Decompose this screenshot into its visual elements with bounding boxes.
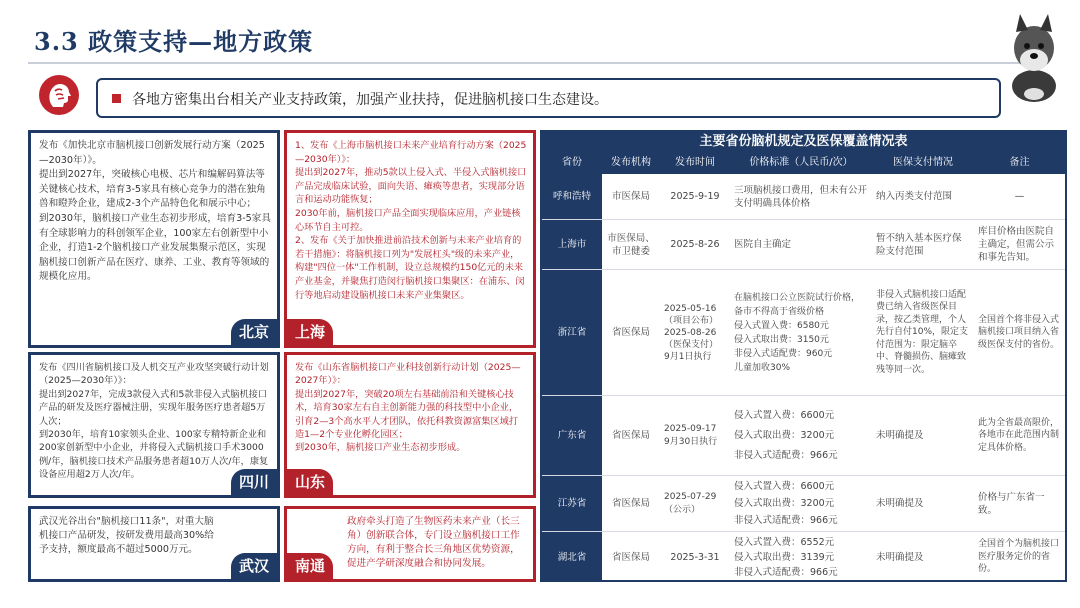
date-cell: 2025-3-31	[670, 551, 720, 563]
table-row	[542, 532, 1065, 582]
city-tag-shandong: 山东	[287, 469, 333, 495]
agency-cell: 市医保局、市卫健委	[607, 232, 655, 257]
province-cell: 呼和浩特	[542, 174, 602, 219]
date-cell: 2025-9-19	[670, 191, 720, 202]
insurance-cell: 暂不纳入基本医疗保险支付范围	[876, 232, 962, 257]
note-cell: 价格与广东省一致。	[978, 491, 1045, 516]
intro-text: 各地方密集出台相关产业支持政策，加强产业扶持，促进脑机接口生态建设。	[132, 92, 608, 108]
city-tag-sichuan: 四川	[231, 469, 277, 495]
table-header-row	[542, 152, 1065, 174]
title-divider	[28, 62, 1038, 64]
table-row	[542, 174, 1065, 220]
policy-box-nantong	[284, 506, 536, 582]
date-cell: 2025-09-17 9月30日执行	[664, 423, 718, 447]
city-tag-beijing: 北京	[231, 319, 277, 345]
date-cell: 2025-8-26	[670, 239, 720, 250]
policy-text-wuhan: 武汉光谷出台"脑机接口11条"，对重大脑机接口产品研发，按研发费用最高30%给予支持，额度最高不超过5000万元。	[39, 516, 214, 555]
insurance-cell: 未明确提及	[876, 498, 924, 509]
price-cell: 侵入式置入费：6600元 侵入式取出费：3200元 非侵入式适配费：966元	[734, 481, 838, 526]
agency-cell: 市医保局	[611, 191, 650, 202]
table-title: 主要省份脑机规定及医保覆盖情况表	[542, 132, 1065, 152]
province-cell: 浙江省	[542, 270, 602, 395]
agency-cell: 省医保局	[611, 327, 650, 338]
policy-box-sichuan	[28, 352, 280, 498]
brain-head-icon	[38, 74, 80, 116]
price-cell: 在脑机接口公立医院试行价格，备市不得高于省级价格 侵入式置入费：6580元 侵入式取出费：3150元 非侵入式适配费：960元 儿童加收30%	[734, 292, 861, 373]
insurance-cell: 未明确提及	[876, 551, 924, 563]
column-header: 省份	[562, 157, 582, 168]
policy-text-shandong: 发布《山东省脑机接口产业科技创新行动计划（2025—2027年）》： 提出到2027年，突破20项左右基础前沿和关键核心技术，培育30家左右自主创新能力强的科技型中小企业，引育2—3个高水平人才团队，依托科教资源富集区域打造1—2个专业化孵化园区； 到2030年，脑机接口产业生态初步形成。	[295, 362, 521, 454]
table-row	[542, 396, 1065, 476]
note-cell: 全国首个将非侵入式脑机接口项目纳入省级医保支付的省份。	[978, 314, 1060, 350]
column-header: 医保支付情况	[893, 157, 953, 168]
province-cell: 湖北省	[542, 532, 602, 582]
date-cell: 2025-07-29（公示）	[664, 491, 717, 515]
policy-box-shandong	[284, 352, 536, 498]
policy-text-nantong: 政府牵头打造了生物医药未来产业（长三角）创新联合体，专门设立脑机接口工作方向，有利于整合长三角地区优势资源，促进产学研深度融合和协同发展。	[347, 516, 520, 569]
province-cell: 上海市	[542, 220, 602, 269]
column-header: 备注	[1009, 157, 1030, 168]
table-row	[542, 220, 1065, 270]
page-title: 3.3 政策支持—地方政策	[34, 27, 314, 56]
column-header: 发布机构	[611, 157, 651, 168]
city-tag-nantong: 南通	[287, 553, 333, 579]
agency-cell: 省医保局	[611, 551, 650, 563]
insurance-cell: 纳入丙类支付范围	[876, 191, 953, 202]
insurance-cell: 非侵入式脑机接口适配费已纳入省级医保目录，按乙类管理，个人先行自付10%，限定支付范围为：限定脑卒中、脊髓损伤、脑瘫致残等同一次。	[876, 290, 969, 375]
province-cell: 江苏省	[542, 476, 602, 531]
price-cell: 三项脑机接口费用，但未有公开支付明确具体价格	[734, 184, 868, 209]
table-row	[542, 270, 1065, 396]
intro-banner	[96, 78, 1001, 118]
note-cell: —	[1014, 191, 1025, 202]
province-cell: 广东省	[542, 396, 602, 475]
column-header: 价格标准（人民币/次）	[749, 157, 853, 168]
bullet-square-icon	[112, 94, 121, 103]
policy-text-shanghai: 1、发布《上海市脑机接口未来产业培育行动方案（2025—2030年）》： 提出到2027年，推动5款以上侵入式、半侵入式脑机接口产品完成临床试验，面向失语、瘫痪等患者，实现部分语言和运动功能恢复； 2030年前，脑机接口产品全面实现临床应用，产业链核心环节自主可控。 2、发布《关于加快推进前沿技术创新与未来产业培育的若干措施》：将脑机接口列为"发展杠头"级的未来产业，构建"四位一体"工作机制，设立总规模约150亿元的未来产业基金，并聚焦打造闵行脑机接口集聚区：在浦东、闵行等地启动建设脑机接口未来产业集聚区。	[295, 140, 527, 301]
agency-cell: 省医保局	[611, 430, 650, 441]
insurance-cell: 未明确提及	[876, 430, 924, 441]
price-cell: 侵入式置入费：6552元 侵入式取出费：3139元 非侵入式适配费：966元	[734, 536, 838, 578]
agency-cell: 省医保局	[611, 498, 650, 509]
city-tag-shanghai: 上海	[287, 319, 333, 345]
date-cell: 2025-05-16（项目公布） 2025-08-26（医保支付） 9月1日执行	[664, 303, 719, 362]
city-tag-wuhan: 武汉	[231, 553, 277, 579]
table-row	[542, 476, 1065, 532]
policy-box-shanghai	[284, 130, 536, 348]
price-cell: 医院自主确定	[734, 239, 792, 250]
policy-text-sichuan: 发布《四川省脑机接口及人机交互产业攻坚突破行动计划（2025—2030年）》： 提出到2027年，完成3款侵入式和5款非侵入式脑机接口产品的研发及医疗器械注册，实现年服务医疗患者超5万人次； 到2030年，培育10家领头企业、100家专精特新企业和200家创新型中小企业，并将侵入式脑机接口手术3000例/年，脑机接口技术产品服务患者超10万人次/年，康复设备应用超2万人次/年。	[39, 362, 269, 481]
note-cell: 库目价格由医院自主确定，但需公示和事先告知。	[978, 226, 1055, 263]
column-header: 发布时间	[675, 157, 715, 168]
insurance-table	[540, 130, 1067, 582]
policy-box-wuhan	[28, 506, 280, 582]
dog-mascot-icon	[1002, 8, 1066, 104]
policy-text-beijing: 发布《加快北京市脑机接口创新发展行动方案（2025—2030年）》。 提出到2027年，突破核心电极、芯片和编解码算法等关键核心技术，培育3-5家具有核心竞争力的潜在独角兽和瞪羚企业，建成2-3个产品特色化和展示中心； 到2030年，脑机接口产业生态初步形成，培育3-5家具有全球影响力的科创领军企业，100家左右创新型中小企业，打造1-2个脑机接口产业发展集聚示范区，实现脑机接口创新产品在医疗、康养、工业、教育等领域的规模化应用。	[39, 140, 271, 283]
note-cell: 全国首个为脑机接口医疗服务定价的省份。	[978, 539, 1060, 575]
note-cell: 此为全省最高限价，各地市在此范围内制定具体价格。	[978, 417, 1060, 453]
policy-box-beijing	[28, 130, 280, 348]
price-cell: 侵入式置入费：6600元 侵入式取出费：3200元 非侵入式适配费：966元	[734, 409, 838, 461]
